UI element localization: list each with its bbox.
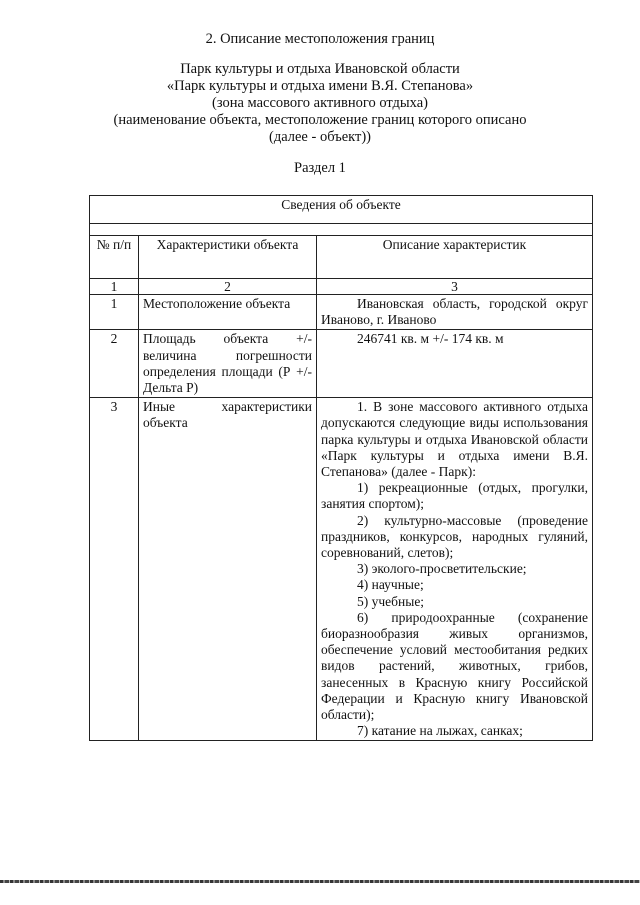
column-number: 3: [317, 279, 593, 295]
table-row: [90, 295, 593, 330]
description-item: 2) культурно-массовые (проведение праздников, конкурсов, народных гуляний, соревнований, слетов);: [321, 512, 588, 561]
row-description: Ивановская область, городской округ Иваново, г. Иваново: [317, 295, 593, 330]
description-item: 4) научные;: [357, 577, 424, 593]
table-row: [90, 398, 593, 741]
section-title: Раздел 1: [294, 160, 346, 176]
description-item: 3) эколого-просветительские;: [357, 561, 527, 577]
row-index: 3: [90, 398, 139, 741]
object-name-line: (далее - объект)): [268, 129, 371, 145]
document-title: 2. Описание местоположения границ: [205, 31, 435, 47]
row-characteristic: Иные характеристики объекта: [139, 398, 317, 741]
object-name-line: (наименование объекта, местоположение границ которого описано: [113, 112, 527, 128]
row-description: 246741 кв. м +/- 174 кв. м: [317, 330, 593, 398]
table-header-row: [90, 236, 593, 279]
column-number: 1: [90, 279, 139, 295]
row-description-list: [317, 398, 593, 741]
description-item: 6) природоохранные (сохранение биоразнообразия живых организмов, обеспечение условий местообитания редких видов растений, животных, грибов, занесенных в Красную книгу Российской Федерации и Красную книгу Ивановской области);: [321, 609, 588, 723]
description-item: 1. В зоне массового активного отдыха допускаются следующие виды использования парка культуры и отдыха Ивановской области «Парк культуры и отдыха имени В.Я. Степанова» (далее - Парк):: [321, 399, 588, 480]
row-characteristic: Местоположение объекта: [139, 295, 317, 330]
object-info-table: [89, 195, 593, 741]
scan-edge-artifact: [0, 880, 640, 883]
description-item: 5) учебные;: [357, 593, 425, 609]
row-index: 2: [90, 330, 139, 398]
table-caption: Сведения об объекте: [90, 196, 593, 224]
row-index: 1: [90, 295, 139, 330]
description-item: 7) катание на лыжах, санках;: [357, 723, 523, 739]
description-item: 1) рекреационные (отдых, прогулки, занятия спортом);: [321, 480, 588, 512]
row-characteristic: Площадь объекта +/- величина погрешности определения площади (Р +/- Дельта Р): [139, 330, 317, 398]
header-index: № п/п: [90, 236, 139, 279]
header-characteristic: Характеристики объекта: [139, 236, 317, 279]
table-row: [90, 330, 593, 398]
object-name-block: [0, 61, 640, 146]
column-number: 2: [139, 279, 317, 295]
column-number-row: [90, 279, 593, 295]
table-spacer: [90, 224, 593, 236]
object-name-line: «Парк культуры и отдыха имени В.Я. Степанова»: [166, 78, 474, 94]
object-name-line: (зона массового активного отдыха): [212, 95, 428, 111]
header-description: Описание характеристик: [317, 236, 593, 279]
object-name-line: Парк культуры и отдыха Ивановской области: [180, 61, 460, 77]
